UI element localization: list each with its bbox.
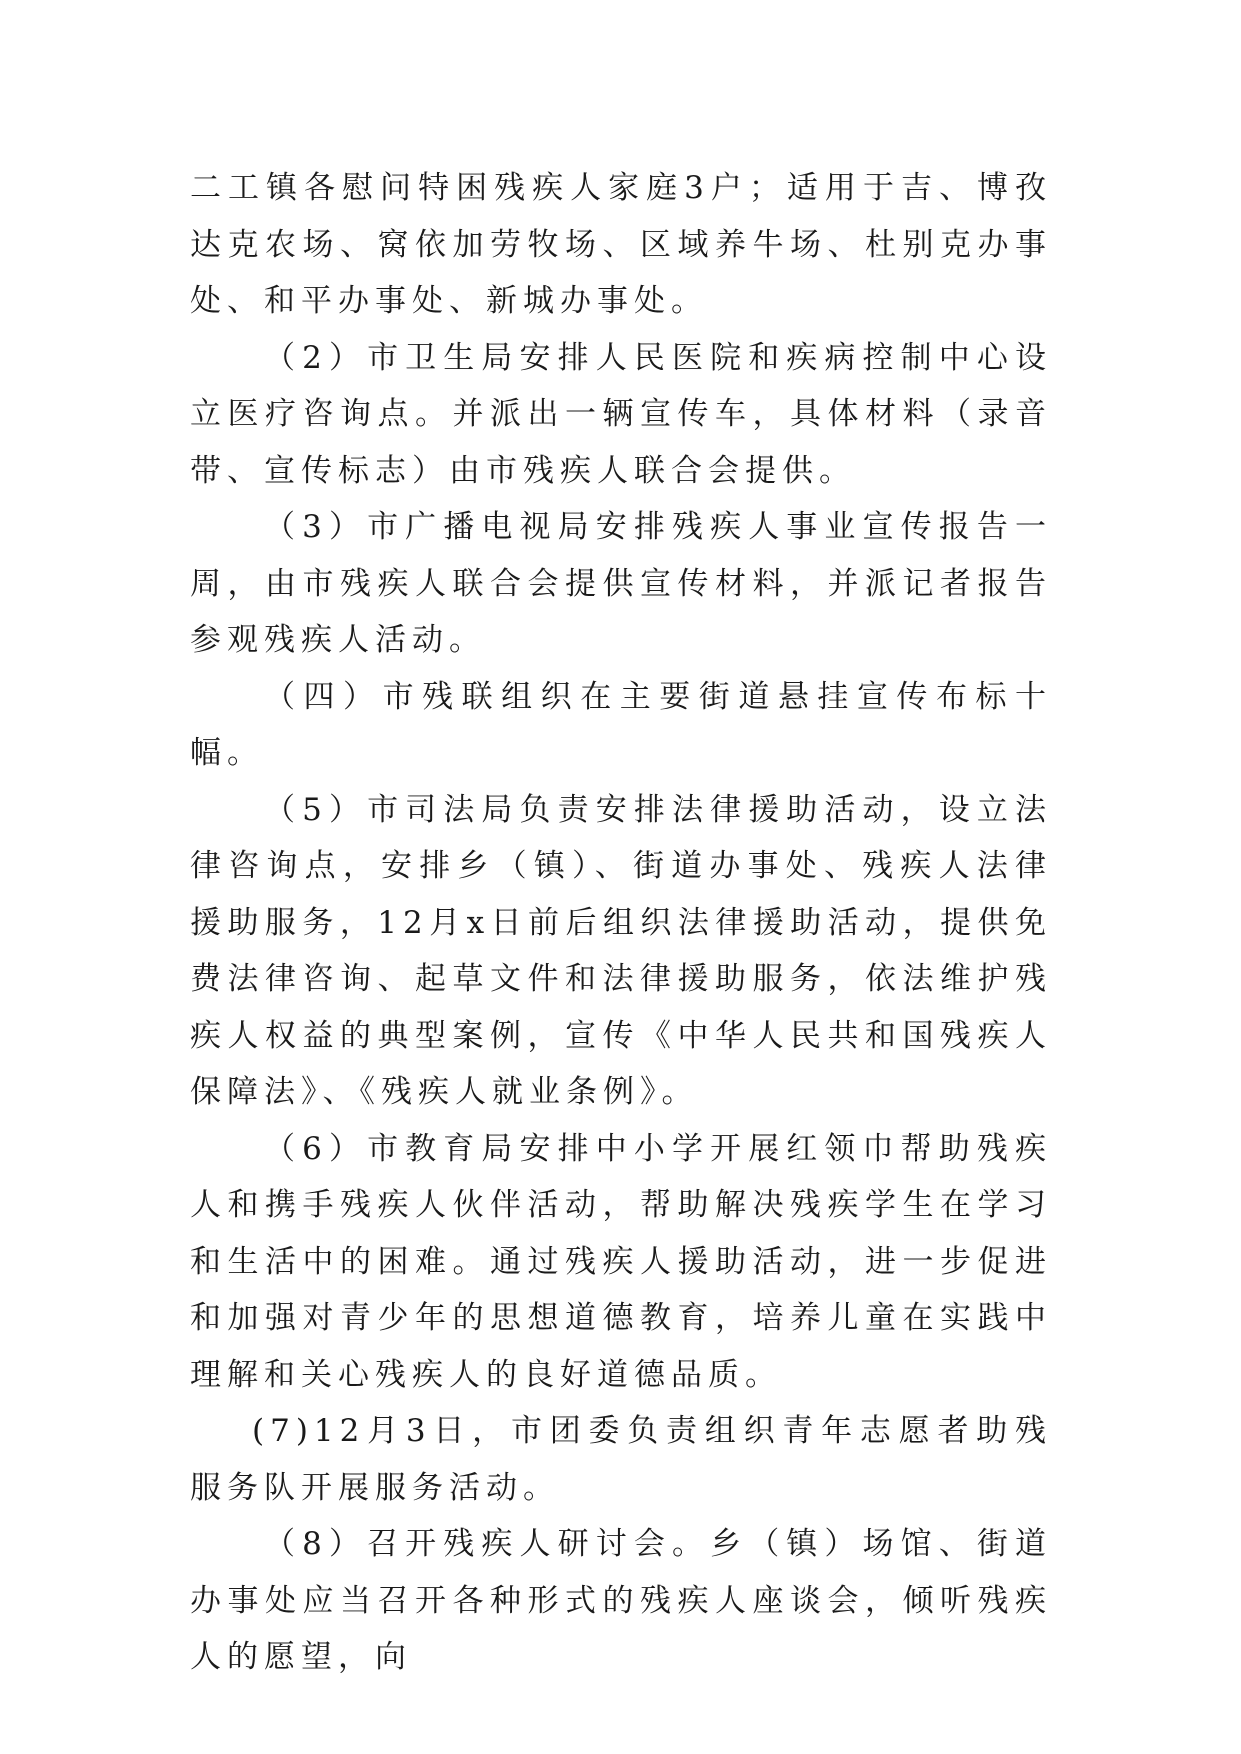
paragraph-item-3: （3）市广播电视局安排残疾人事业宣传报告一周，由市残疾人联合会提供宣传材料，并派记者报告参观残疾人活动。 — [190, 509, 1052, 658]
paragraph-continuation: 二工镇各慰问特困残疾人家庭3户；适用于吉、博孜达克农场、窝依加劳牧场、区域养牛场、杜别克办事处、和平办事处、新城办事处。 — [190, 170, 1052, 319]
paragraph-item-8: （8）召开残疾人研讨会。乡（镇）场馆、街道办事处应当召开各种形式的残疾人座谈会，倾听残疾人的愿望，向 — [190, 1526, 1052, 1675]
document-body — [190, 160, 1052, 1686]
paragraph-item-2: （2）市卫生局安排人民医院和疾病控制中心设立医疗咨询点。并派出一辆宣传车，具体材料（录音带、宣传标志）由市残疾人联合会提供。 — [190, 339, 1052, 489]
paragraph-item-6: （6）市教育局安排中小学开展红领巾帮助残疾人和携手残疾人伙伴活动，帮助解决残疾学生在学习和生活中的困难。通过残疾人援助活动，进一步促进和加强对青少年的思想道德教育，培养儿童在实践中理解和关心残疾人的良好道德品质。 — [190, 1130, 1052, 1393]
paragraph-item-4: （四）市残联组织在主要街道悬挂宣传布标十幅。 — [190, 678, 1052, 771]
paragraph-item-5: （5）市司法局负责安排法律援助活动，设立法律咨询点，安排乡（镇）、街道办事处、残疾人法律援助服务，12月x日前后组织法律援助活动，提供免费法律咨询、起草文件和法律援助服务，依法维护残疾人权益的典型案例，宣传《中华人民共和国残疾人保障法》、《残疾人就业条例》。 — [190, 791, 1052, 1110]
paragraph-item-7: (7)12月3日，市团委负责组织青年志愿者助残服务队开展服务活动。 — [190, 1413, 1052, 1506]
